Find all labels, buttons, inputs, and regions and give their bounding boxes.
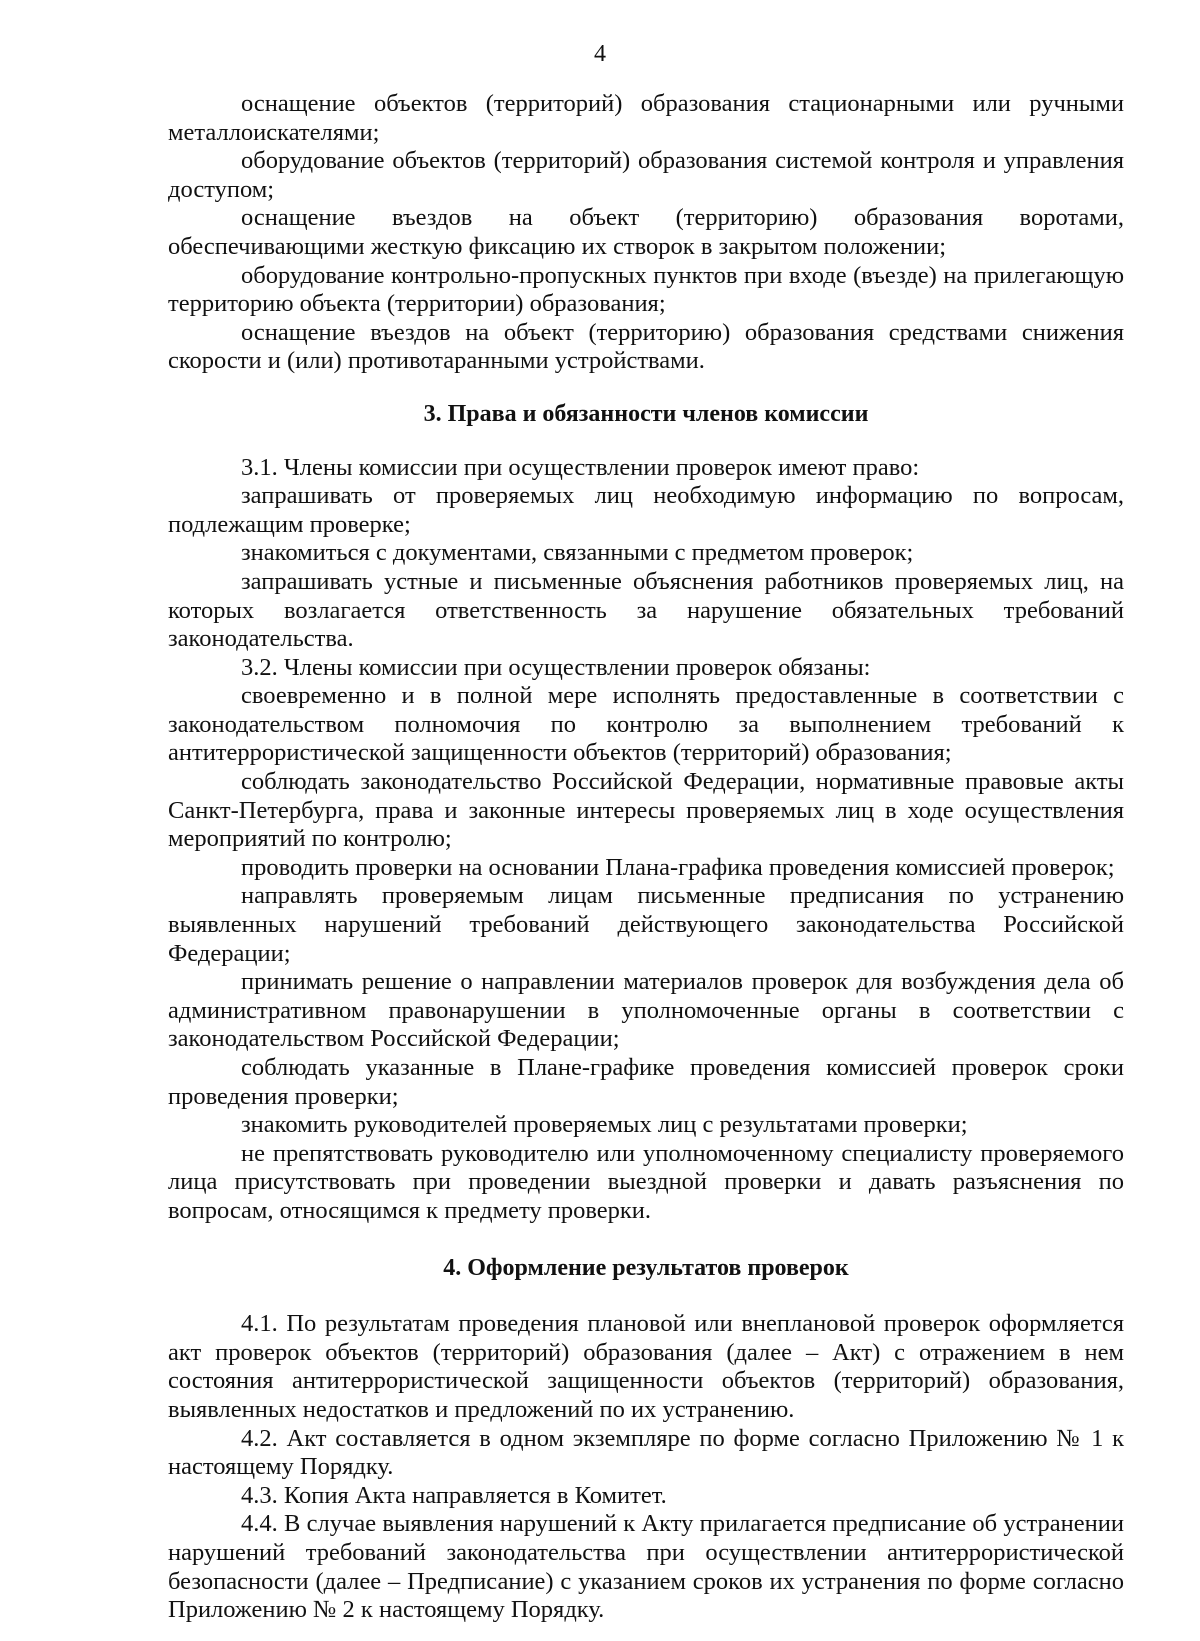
paragraph: 3.2. Члены комиссии при осуществлении проверок обязаны: bbox=[241, 653, 871, 681]
paragraph: не препятствовать руководителю или уполномоченному специалисту проверяемого лица присутствовать при проведении выездной проверки и давать разъяснения по вопросам, относящимся к предмету проверки. bbox=[168, 1139, 1124, 1224]
paragraph: знакомиться с документами, связанными с предметом проверок; bbox=[241, 539, 914, 567]
paragraph: 4.4. В случае выявления нарушений к Акту прилагается предписание об устранении нарушений требований законодательства при осуществлении антитеррористической безопасности (далее – Предписание) с указанием сроков их устранения по форме согласно Приложению № 2 к настоящему Порядку. bbox=[168, 1510, 1124, 1624]
paragraph: своевременно и в полной мере исполнять предоставленные в соответствии с законодательством полномочия по контролю за выполнением требований к антитеррористической защищенности объектов (территорий) образования; bbox=[168, 682, 1124, 767]
paragraph: проводить проверки на основании Плана-графика проведения комиссией проверок; bbox=[241, 853, 1115, 881]
paragraph: соблюдать законодательство Российской Федерации, нормативные правовые акты Санкт-Петербурга, права и законные интересы проверяемых лиц в ходе осуществления мероприятий по контролю; bbox=[168, 768, 1124, 853]
paragraph: 4.1. По результатам проведения плановой или внеплановой проверок оформляется акт проверок объектов (территорий) образования (далее – Акт) с отражением в нем состояния антитеррористической защищенности объектов (территорий) образования, выявленных недостатков и предложений по их устранению. bbox=[168, 1310, 1124, 1423]
paragraph: оснащение въездов на объект (территорию) образования средствами снижения скорости и (или) противотаранными устройствами. bbox=[168, 318, 1124, 375]
paragraph: запрашивать устные и письменные объяснения работников проверяемых лиц, на которых возлагается ответственность за нарушение обязательных требований законодательства. bbox=[168, 567, 1124, 653]
paragraph: направлять проверяемым лицам письменные предписания по устранению выявленных нарушений требований действующего законодательства Российской Федерации; bbox=[168, 882, 1124, 967]
document-body bbox=[168, 90, 1124, 1625]
paragraph: соблюдать указанные в Плане-графике проведения комиссией проверок сроки проведения проверки; bbox=[168, 1054, 1124, 1110]
paragraph: оборудование контрольно-пропускных пунктов при входе (въезде) на прилегающую территорию объекта (территории) образования; bbox=[168, 261, 1124, 318]
page-number: 4 bbox=[594, 41, 606, 67]
paragraph: 3.1. Члены комиссии при осуществлении проверок имеют право: bbox=[241, 453, 920, 481]
paragraph: знакомить руководителей проверяемых лиц с результатами проверки; bbox=[241, 1111, 968, 1139]
paragraph: принимать решение о направлении материалов проверок для возбуждения дела об административном правонарушении в уполномоченные органы в соответствии с законодательством Российской Федерации; bbox=[168, 968, 1124, 1053]
paragraph: оборудование объектов (территорий) образования системой контроля и управления доступом; bbox=[168, 147, 1124, 203]
paragraph: оснащение объектов (территорий) образования стационарными или ручными металлоискателями; bbox=[168, 90, 1124, 146]
paragraph: оснащение въездов на объект (территорию) образования воротами, обеспечивающими жесткую фиксацию их створок в закрытом положении; bbox=[168, 204, 1124, 260]
paragraph: запрашивать от проверяемых лиц необходимую информацию по вопросам, подлежащим проверке; bbox=[168, 482, 1124, 538]
section-4-heading: 4. Оформление результатов проверок bbox=[443, 1254, 849, 1281]
paragraph: 4.2. Акт составляется в одном экземпляре по форме согласно Приложению № 1 к настоящему Порядку. bbox=[168, 1424, 1124, 1481]
section-3-heading: 3. Права и обязанности членов комиссии bbox=[423, 400, 869, 427]
paragraph: 4.3. Копия Акта направляется в Комитет. bbox=[241, 1481, 667, 1509]
